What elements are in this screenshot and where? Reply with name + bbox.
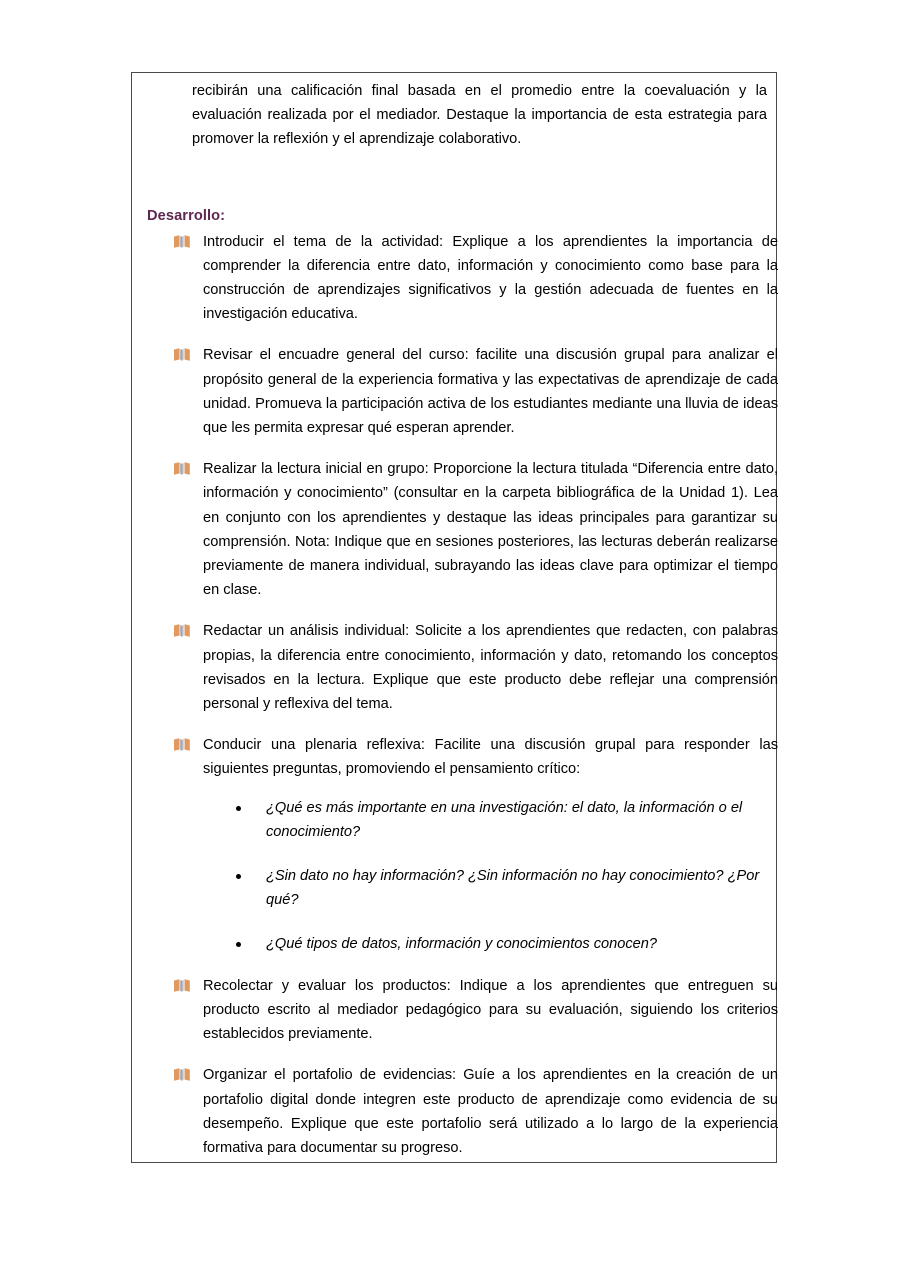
questions-list	[203, 796, 766, 957]
open-book-bullet-icon	[173, 1067, 191, 1082]
list-item-label: Introducir el tema de la actividad: Explique a los aprendientes la importancia de comprender la diferencia entre dato, información y conocimiento como base para la construcción de aprendizajes significativos y la gestión adecuada de fuentes en la investigación educativa.	[203, 233, 778, 323]
list-item-label: Conducir una plenaria reflexiva: Facilite una discusión grupal para responder las siguientes preguntas, promoviendo el pensamiento crítico:	[203, 737, 778, 778]
open-book-bullet-icon	[173, 978, 191, 993]
list-item-label: Revisar el encuadre general del curso: facilite una discusión grupal para analizar el propósito general de la experiencia formativa y las expectativas de aprendizaje de cada unidad. Promueva la participación activa de los estudiantes mediante una lluvia de ideas que les permita expresar qué esperan aprender.	[203, 347, 778, 437]
list-item-label: Organizar el portafolio de evidencias: Guíe a los aprendientes en la creación de un portafolio digital donde integren este producto de aprendizaje como evidencia de su desempeño. Explique que este portafolio será utilizado a lo largo de la experiencia formativa para documentar su progreso.	[203, 1067, 778, 1156]
list-item-label: Redactar un análisis individual: Solicite a los aprendientes que redacten, con palabras propias, la diferencia entre conocimiento, información y dato, retomando los conceptos revisados en la lectura. Explique que este producto debe reflejar una comprensión personal y reflexiva del tema.	[203, 623, 778, 713]
list-item	[142, 230, 778, 327]
questions-block	[203, 796, 766, 957]
list-item	[142, 343, 778, 440]
open-book-bullet-icon	[173, 737, 191, 752]
section-heading-desarrollo: Desarrollo:	[147, 207, 226, 224]
open-book-bullet-icon	[173, 623, 191, 638]
list-item	[203, 796, 766, 844]
list-item	[142, 974, 778, 1047]
activities-list	[142, 230, 778, 1161]
round-bullet-icon	[236, 942, 241, 947]
round-bullet-icon	[236, 806, 241, 811]
list-item	[142, 733, 778, 956]
open-book-bullet-icon	[173, 347, 191, 362]
list-item-label: Realizar la lectura inicial en grupo: Proporcione la lectura titulada “Diferencia entre dato, información y conocimiento” (consultar en la carpeta bibliográfica de la Unidad 1). Lea en conjunto con los aprendientes y destaque las ideas principales para garantizar su comprensión. Nota: Indique que en sesiones posteriores, las lecturas deberán realizarse previamente de manera individual, subrayando las ideas clave para optimizar el tiempo en clase.	[203, 461, 778, 599]
list-item	[142, 1063, 778, 1160]
list-item	[203, 932, 766, 956]
list-item	[142, 619, 778, 716]
list-item	[142, 457, 778, 602]
list-item	[203, 864, 766, 912]
list-item-label: Recolectar y evaluar los productos: Indique a los aprendientes que entreguen su producto escrito al mediador pedagógico para su evaluación, siguiendo los criterios establecidos previamente.	[203, 977, 778, 1043]
open-book-bullet-icon	[173, 461, 191, 476]
question-label: ¿Qué tipos de datos, información y conocimientos conocen?	[266, 936, 658, 953]
question-label: ¿Qué es más importante en una investigación: el dato, la información o el conocimiento?	[266, 799, 743, 840]
intro-paragraph: recibirán una calificación final basada en el promedio entre la coevaluación y la evaluación realizada por el mediador. Destaque la importancia de esta estrategia para promover la reflexión y el aprendizaje colaborativo.	[192, 83, 767, 148]
cell-inner-content	[132, 73, 776, 1162]
question-label: ¿Sin dato no hay información? ¿Sin información no hay conocimiento? ¿Por qué?	[266, 868, 760, 909]
open-book-bullet-icon	[173, 234, 191, 249]
content-table-cell	[131, 72, 777, 1163]
round-bullet-icon	[236, 874, 241, 879]
